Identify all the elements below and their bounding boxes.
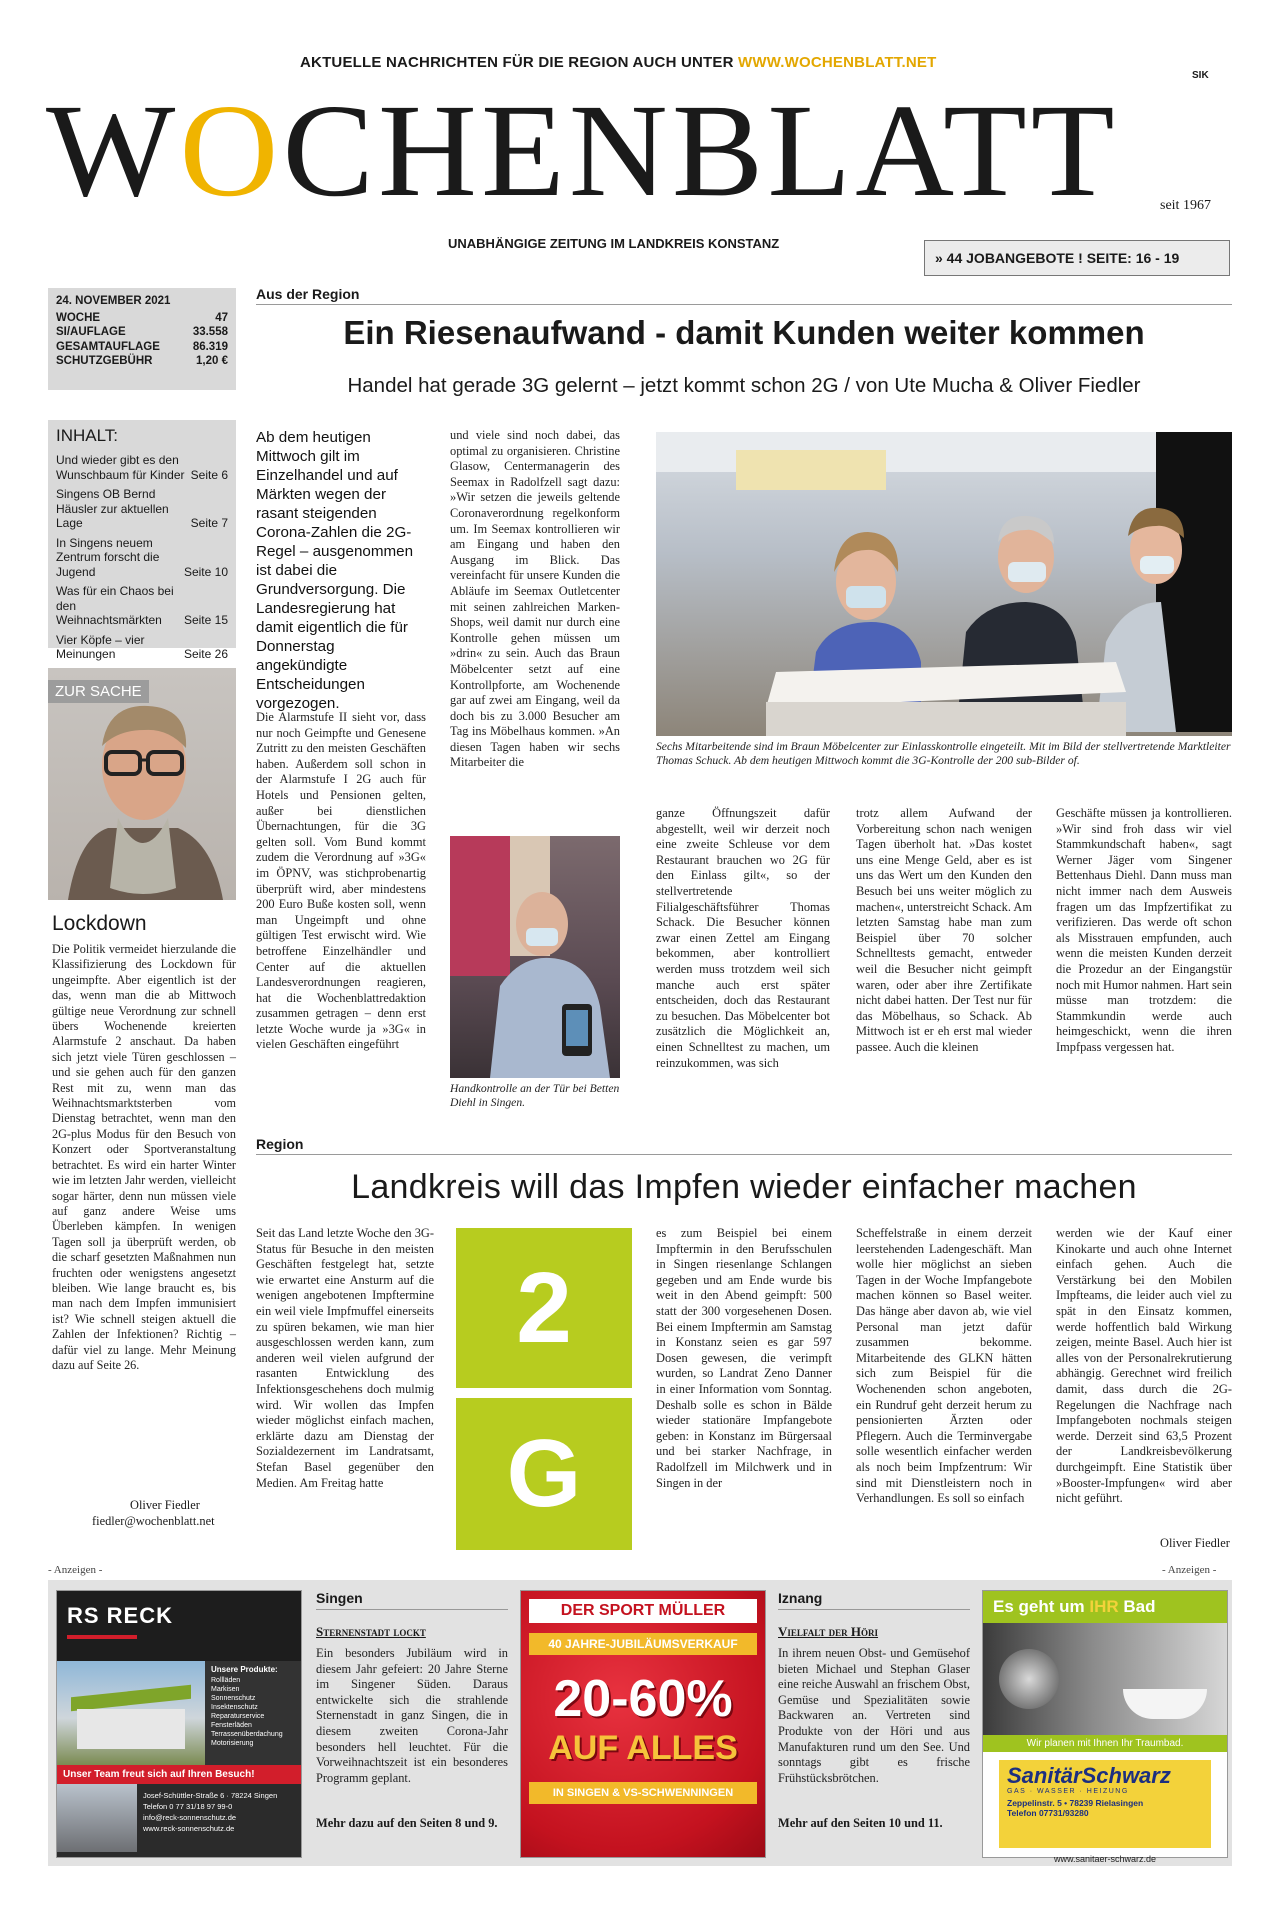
section-label-region: Region	[256, 1136, 304, 1152]
reck-product-item: Rollläden	[211, 1677, 241, 1684]
issue-info-value: 33.558	[192, 326, 228, 338]
ad-sanitaer-schwarz[interactable]	[982, 1590, 1228, 1864]
reck-product-item: Insektenschutz	[211, 1704, 258, 1711]
sport-all: AUF ALLES	[548, 1729, 738, 1767]
section-rule-region	[256, 1154, 1232, 1155]
reck-product-item: Markisen	[211, 1686, 240, 1693]
logo-o: O	[179, 76, 283, 224]
commentary-title: Lockdown	[52, 912, 147, 935]
issue-info-row	[56, 354, 228, 369]
teaser-iznang-body: In ihrem neuen Obst- und Gemüsehof bieten Michael und Stephan Glaser eine reiche Auswahl an frischem Obst, Gemüse und Spezialitäten sowie Backwaren an. Vertreten sind Produkte von der Höri und aus Manufakturen rund um den See. Und sonntags gibt es frische Frühstücksbrötchen.	[778, 1646, 970, 1785]
commentary-author: Oliver Fiedler	[130, 1498, 200, 1512]
teaser-singen[interactable]	[316, 1590, 508, 1858]
reck-slogan: Unser Team freut sich auf Ihren Besuch!	[57, 1765, 301, 1784]
ad-reck[interactable]	[56, 1590, 302, 1858]
reck-product-item: Fensterläden	[211, 1722, 252, 1729]
badge-g: G	[456, 1398, 632, 1550]
teaser-iznang-section: Iznang	[778, 1590, 970, 1610]
toc-item-page: Seite 15	[183, 613, 228, 627]
reck-products: Unsere Produkte: Rollläden Markisen Sonnenschutz Insektenschutz Reparaturservice Fensterläden Terrassenüberdachung Motorisierung	[205, 1661, 301, 1765]
reck-product-item: Motorisierung	[211, 1740, 254, 1747]
article-col-2: und viele sind noch dabei, das optimal zu organisieren. Christine Glasow, Centermanagerin des Seemax in Radolfzell sagt dazu: »Wir setzen die jeweils geltende Coronaverordnung regelkonform um. Im Seemax kontrollieren wir am Eingang und haben den Ausgang im Blick. Das vereinfacht für unsere Kunden die Abläufe im Seemax Outletcenter mit seinen zahlreichen Marken-Shops, weil damit nur durch eine Kontrolle gehen müssen um »drin« zu sein. Auch das Braun Möbelcenter setzt auf eine Kontrollpforte, am Wochenende gar auf zwei am Eingang, weil da doch bis zu 3.000 Besucher am Tag ins Möbelhaus kommen. »An diesen Tagen haben wir sechs Mitarbeiter die	[450, 428, 620, 770]
main-photo-caption: Sechs Mitarbeitende sind im Braun Möbelcenter zur Einlasskontrolle eingeteilt. Mit im Bild der stellvertretende Marktleiter Thomas Schuck. Ab dem heutigen Mittwoch kommt die 3G-Kontrolle der 200 sub-Bilder of.	[656, 740, 1231, 767]
commentary-email[interactable]: fiedler@wochenblatt.net	[92, 1514, 215, 1528]
issue-info-value: 86.319	[192, 340, 228, 353]
issue-info-rows	[56, 311, 228, 369]
article-small-photo	[450, 836, 620, 1078]
issue-info-value: 1,20 €	[196, 355, 228, 367]
article-headline: Ein Riesenaufwand - damit Kunden weiter kommen	[343, 314, 1145, 351]
toc-item-page: Seite 6	[190, 467, 228, 482]
toc-item-page: Seite 26	[183, 647, 228, 661]
teaser-iznang-title: Vielfalt der Höri	[778, 1624, 879, 1639]
reck-product-item: Terrassenüberdachung	[211, 1731, 283, 1738]
reck-building-photo	[57, 1661, 205, 1765]
article-col-4: trotz allem Aufwand der Vorbereitung schon nach wenigen Tagen überholt hat. »Das kostet uns eine Menge Geld, aber es ist uns das Wert um den Kunden den Besuch bei uns weiter möglich zu machen«, unterstreicht Schack. Am letzten Samstag habe man zum Beispiel über 70 solcher Schnelltests gemacht, entweder weil die Besucher nicht geimpft waren, oder aber ihre Zertifikate nicht dabei hatten. Der Test nur für das Möbelhaus, so Schack. Ab Mittwoch ist er eh erst mal wieder passee. Auch die kleinen	[856, 806, 1032, 1054]
teaser-iznang[interactable]	[778, 1590, 970, 1858]
commentary-body: Die Politik vermeidet hierzulande die Klassifizierung des Lockdown für ungeimpfte. Aber eigentlich ist der das, wenn man die ab Mittwoch gültige neue Verordnung zur schnell übers Wochenende kreierten Alarmstufe 2 anschaut. Da haben sich jetzt viele Türen geschlossen – und sie gehen auch für den ganzen Rest mit zu, wenn man das Weihnachtsmarktsterben vom Dienstag betrachtet, wenn man den 2G-plus Modus für den Besuch von Konzert oder Sportveranstaltung betrachtet. Es wird ein harter Winter wie im letzten Jahr werden, vielleicht sogar härter, denn nun müssen viele auf ganz andere Weise ums Überleben kämpfen. In wenigen Tagen soll ja überprüft werden, ob die scharf gesetzten Maßnahmen nun fruchten oder wenigstens angesetzt bleiben. Wie lange braucht es, bis man nach dem Impfen immunisiert ist? Wie schnell steigen aktuell die Zahlen der Infektionen? Richtig – dafür viel zu lange. Mehr Meinung dazu auf Seite 26.	[52, 942, 236, 1372]
article2-headline: Landkreis will das Impfen wieder einfacher machen	[351, 1168, 1137, 1206]
website-link[interactable]: WWW.WOCHENBLATT.NET	[738, 54, 937, 71]
masthead-topline: AKTUELLE NACHRICHTEN FÜR DIE REGION AUCH UNTER WWW.WOCHENBLATT.NET	[300, 54, 937, 71]
article-col-3: ganze Öffnungszeit dafür abgestellt, weil wir derzeit noch eine zweite Schleuse vor dem Restaurant brauchen wo 2G für den Einlass gilt«, so der stellvertretende Filialgeschäftsführer Thomas Schack. Die Besucher können zwar einen Zettel am Eingang bekommen, aber kontrolliert werden muss trotzdem weil sich manche auch erst später entscheiden, doch das Restaurant zu besuchen. Das Möbelcenter bot zusätzlich die Möglichkeit an, einen Schnelltest zu machen, um reinzukommen, was sich	[656, 806, 830, 1070]
issue-info-row	[56, 325, 228, 340]
article-main-photo	[656, 432, 1232, 736]
toc-item-page: Seite 10	[183, 564, 228, 579]
schwarz-address: Zeppelinstr. 5 • 78239 Rielasingen	[1007, 1798, 1144, 1808]
sport-where: IN SINGEN & VS-SCHWENNINGEN	[529, 1782, 757, 1804]
schwarz-trades: GAS · WASSER · HEIZUNG	[1007, 1788, 1129, 1795]
commentary-author-photo	[48, 668, 236, 900]
toc-heading: INHALT:	[56, 426, 119, 445]
anzeigen-left: - Anzeigen -	[48, 1564, 103, 1576]
toc-item-page: Seite 7	[190, 516, 228, 530]
toc-item-text: Singens OB Bernd Häusler zur aktuellen Lage	[56, 487, 169, 530]
issue-info-value: 47	[215, 311, 228, 324]
toc-box	[48, 420, 236, 661]
toc-item[interactable]	[56, 487, 228, 531]
issue-info-row	[56, 340, 228, 355]
toc-item-text: Und wieder gibt es den Wunschbaum für Kinder	[56, 453, 185, 482]
article2-col-3: Scheffelstraße in einem derzeit leerstehenden Ladengeschäft. Man wolle hier möglichst an sieben Tagen in der Woche Impfangebote machen können so Basel weiter. Das hänge aber davon ab, wie viel Personal man jetzt dafür zusammen bekomme. Mitarbeitende des GLKN hätten sich zum Beispiel für die Wochenenden schon angeboten, ein Rundruf geht derzeit herum zu pensionierten Ärzten oder Pflegern. Auch die Terminvergabe solle wesentlich einfacher werden als noch beim Impfzentrum: Wir sind mit Dienstleistern noch in Verhandlungen. Es soll so einfach	[856, 1226, 1032, 1506]
ad-sport-mueller[interactable]	[520, 1590, 766, 1858]
schwarz-web[interactable]: www.sanitaer-schwarz.de	[1053, 1854, 1157, 1864]
toc-item[interactable]	[56, 453, 228, 482]
reck-accent-bar	[67, 1635, 137, 1639]
sport-discount: 20-60%	[553, 1670, 733, 1728]
schwarz-phone: Telefon 07731/93280	[1007, 1808, 1089, 1818]
teaser-singen-title: Sternenstadt lockt	[316, 1624, 426, 1639]
teaser-singen-body: Ein besonders Jubiläum wird in diesem Jahr gefeiert: 20 Jahre Sterne im Singener Süden. Daraus entwickelte sich die strahlende Sternenstadt in ganz Singen, die in diesem zweiten Corona-Jahr besonders hell leuchtet. Für die Vorweihnachtszeit ist ein besonderes Programm geplant.	[316, 1646, 508, 1785]
issue-info-label: WOCHE	[56, 311, 101, 324]
issue-info-box	[48, 288, 236, 390]
issue-info-label: SCHUTZGEBÜHR	[56, 355, 153, 367]
toc-item-text: Vier Köpfe – vier Meinungen	[56, 632, 145, 661]
article2-col-1: Seit das Land letzte Woche den 3G-Status für Besuche in den meisten Geschäften festgelegt hat, setzte wie erwartet eine Ansturm auf die wenigen angebotenen Impftermine ein weil viele Impfmuffel einerseits zu spüren bekamen, wie man hier ausgeschlossen werden kann, zum anderen weil vielen aufgrund der rasanten Entwicklung des Infektionsgeschehens doch mulmig wird. Wir wollen das Impfen wieder möglichst einfach machen, erklärte dazu am Dienstag der Sozialdezernent im Landratsamt, Stefan Basel gegenüber den Medien. Am Freitag hatte	[256, 1226, 434, 1490]
schwarz-headline: Es geht um IHR Bad	[983, 1591, 1227, 1623]
badge-2: 2	[456, 1228, 632, 1388]
sport-brand: DER SPORT MÜLLER	[529, 1599, 757, 1623]
reck-team-photo	[57, 1784, 137, 1852]
article-lead: Ab dem heutigen Mittwoch gilt im Einzelhandel und auf Märkten wegen der rasant steigenden Corona-Zahlen die 2G-Regel – ausgenommen ist dabei die Grundversorgung. Die Landesregierung hat damit eigentlich die für Donnerstag angekündigte Entscheidungen vorgezogen.	[256, 429, 414, 712]
reck-contact: Josef-Schüttler-Straße 6 · 78224 Singen Telefon 0 77 31/18 97 99-0 info@reck-sonnenschutz.de www.reck-sonnenschutz.de	[143, 1791, 278, 1833]
schwarz-claim: Wir planen mit Ihnen Ihr Traumbad.	[983, 1735, 1227, 1752]
small-photo-caption: Handkontrolle an der Tür bei Betten Diehl in Singen.	[450, 1082, 620, 1109]
article2-author: Oliver Fiedler	[1160, 1536, 1230, 1550]
toc-item-text: In Singens neuem Zentrum forscht die Jugend	[56, 535, 160, 579]
toc-item[interactable]	[56, 633, 228, 662]
reck-logo: RS RECK	[67, 1603, 174, 1628]
article2-col-2: es zum Beispiel bei einem Impftermin in den Berufsschulen in Singen riesenlange Schlangen gegeben und am Ende wurde bis weit in den Abend geimpft: 500 statt der 300 vorgesehenen Dosen. Bei einem Impftermin am Samstag in Konstanz seien es gar 597 Dosen gewesen, die verimpft wurden, so Landrat Zeno Danner in einer Information vom Sonntag. Deshalb solle es schon in Bälde wieder stationäre Impfangebote geben: in Konstanz im Bürgersaal und bei starker Nachfrage, in Radolfzell im Milchwerk und in Singen in der	[656, 1226, 832, 1490]
issue-info-row	[56, 311, 228, 326]
anzeigen-right: - Anzeigen -	[1162, 1564, 1217, 1576]
article2-col-4: werden wie der Kauf einer Kinokarte und auch ohne Internet einfach gehen. Auch die Verstärkung bei den Mobilen Impfteams, die leider auch viel zu spät in den Einsatz kommen, werde hoffentlich bald Wirkung zeigen, meinte Basel. Auch hier ist alles von der Personalrekrutierung abhängig. Gerechnet wird freilich damit, dass durch die 2G-Regelungen die Nachfrage nach Impfangeboten nochmals steigen werde. Derzeit sind 63,5 Prozent der Landkreisbevölkerung durchgeimpft. Eine Statistik über »Booster-Impfungen« wird aber nicht geführt.	[1056, 1226, 1232, 1506]
masthead-logo: WOCHENBLATT	[46, 76, 1119, 224]
toc-item[interactable]	[56, 584, 228, 628]
since-label: seit 1967	[1160, 198, 1211, 213]
toc-item-text: Was für ein Chaos bei den Weihnachtsmärkten	[56, 584, 174, 627]
toc-item[interactable]	[56, 536, 228, 580]
sport-banner: 40 JAHRE-JUBILÄUMSVERKAUF	[529, 1633, 757, 1655]
edition-code: SIK	[1192, 70, 1209, 81]
reck-product-item: Reparaturservice	[211, 1713, 265, 1720]
schwarz-brand: SanitärSchwarz	[1007, 1763, 1171, 1788]
reck-product-item: Sonnenschutz	[211, 1695, 256, 1702]
article-subhead: Handel hat gerade 3G gelernt – jetzt kommt schon 2G / von Ute Mucha & Oliver Fiedler	[347, 374, 1141, 397]
article-col-5: Geschäfte müssen ja kontrollieren. »Wir sind froh dass wir viel Stammkundschaft haben«, sagt Werner Jäger vom Singener Bettenhaus Diehl. Dann muss man nicht immer nach dem Ausweis fragen um das Impfzertifikat zu verifizieren. Das werde oft schon als Misstrauen empfunden, auch wenn die meisten Kunden derzeit die Prozedur an der Eingangstür noch mit Humor nahmen. Hart sein müsse man trotzdem: die Stammkundin werde auch heimgeschickt, wenn die ihren Impfpass vergessen hat.	[1056, 806, 1232, 1054]
reck-header	[57, 1591, 301, 1661]
commentary-tag: ZUR SACHE	[48, 680, 149, 703]
schwarz-bathroom-photo	[983, 1623, 1227, 1735]
section-label: Aus der Region	[256, 286, 360, 302]
toc-list	[56, 453, 228, 662]
issue-info-label: SI/AUFLAGE	[56, 326, 126, 338]
teaser-singen-section: Singen	[316, 1590, 508, 1610]
masthead-subtitle: UNABHÄNGIGE ZEITUNG IM LANDKREIS KONSTANZ	[448, 236, 780, 251]
issue-info-label: GESAMTAUFLAGE	[56, 340, 160, 353]
teaser-iznang-more: Mehr auf den Seiten 10 und 11.	[778, 1816, 943, 1830]
article-col-1: Die Alarmstufe II sieht vor, dass nur noch Geimpfte und Genesene Zutritt zu den meisten Geschäften haben. Außerdem soll schon in der Alarmstufe I 2G auch für Hotels und Pensionen gelten, außer bei dienstlichen Übernachtungen, für die 3G gelten soll. Vom Bund kommt zudem die Verordnung auf »3G« im ÖPNV, was stichprobenartig überprüft wird, aber mindestens 200 Euro Buße kosten soll, wenn man Ungeimpft und ohne gültigen Test erwischt wird. Wie betroffene Einzelhändler und Center auf die aktuellen Landesverordnungen reagieren, hat die Wochenblattredaktion zusammen getragen – denn erst letzte Woche wurde ja »3G« in vielen Geschäften eingeführt	[256, 710, 426, 1052]
jobs-box[interactable]: » 44 JOBANGEBOTE ! SEITE: 16 - 19	[924, 240, 1230, 276]
section-rule	[256, 304, 1232, 305]
teaser-singen-more: Mehr dazu auf den Seiten 8 und 9.	[316, 1816, 498, 1830]
issue-date: 24. NOVEMBER 2021	[56, 295, 171, 307]
